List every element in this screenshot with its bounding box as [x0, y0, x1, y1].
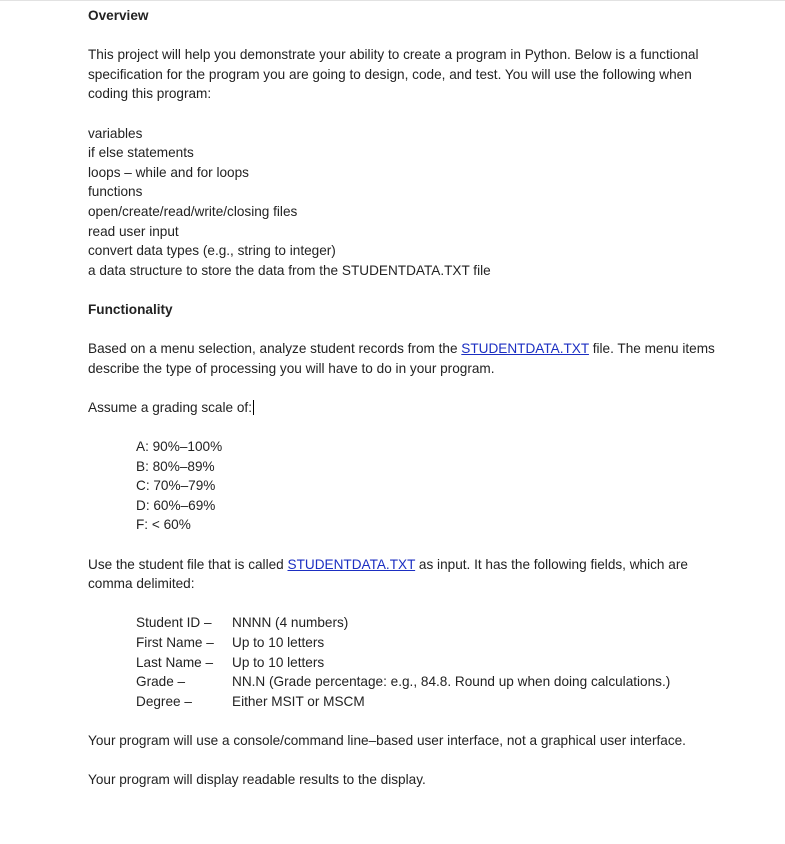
paragraph-text: file. The menu items describe the type of processing you will have to do in your program.: [88, 341, 715, 376]
studentdata-link[interactable]: STUDENTDATA.TXT: [461, 341, 589, 357]
field-description: NNNN (4 numbers): [232, 615, 349, 631]
list-item: loops – while and for loops: [88, 164, 249, 180]
field-name: Last Name –: [136, 654, 214, 670]
field-name: Student ID –: [136, 615, 212, 631]
input-file-paragraph: [88, 555, 728, 594]
field-name: Grade –: [136, 674, 186, 690]
grade-item: D: 60%–69%: [136, 497, 216, 513]
field-row: [136, 613, 728, 633]
field-description: Up to 10 letters: [232, 654, 325, 670]
grading-scale-label[interactable]: [88, 398, 728, 418]
field-name: Degree –: [136, 693, 192, 709]
grading-scale-text: Assume a grading scale of:: [88, 399, 252, 415]
field-list: [88, 613, 728, 711]
list-item: variables: [88, 125, 143, 141]
display-note-paragraph: Your program will display readable results to the display.: [88, 772, 426, 788]
paragraph-text: Use the student file that is called: [88, 556, 288, 572]
list-item: open/create/read/write/closing files: [88, 203, 298, 219]
list-item: read user input: [88, 223, 179, 239]
paragraph-text: Based on a menu selection, analyze student records from the: [88, 341, 462, 357]
field-name: First Name –: [136, 635, 214, 650]
overview-intro: This project will help you demonstrate your ability to create a program in Python. Below is a functional specification for the program you are going to design, code, and test. You will use the following when coding this program:: [88, 47, 699, 102]
grade-item: C: 70%–79%: [136, 478, 216, 494]
studentdata-link[interactable]: STUDENTDATA.TXT: [287, 556, 416, 572]
page-top-border: [0, 0, 785, 1]
field-row: [136, 672, 728, 692]
paragraph-text: as input. It has the following fields, which are comma delimited:: [88, 556, 688, 592]
concept-list: [88, 124, 728, 281]
list-item: a data structure to store the data from the STUDENTDATA.TXT file: [88, 262, 491, 278]
overview-heading: Overview: [88, 8, 149, 23]
field-row: [136, 692, 728, 712]
list-item: if else statements: [88, 145, 194, 161]
functionality-heading: Functionality: [88, 301, 173, 317]
grade-item: F: < 60%: [136, 517, 191, 533]
field-description: Up to 10 letters: [232, 635, 325, 650]
grade-item: A: 90%–100%: [136, 439, 223, 455]
field-description: NN.N (Grade percentage: e.g., 84.8. Round up when doing calculations.): [232, 674, 671, 690]
list-item: convert data types (e.g., string to integer): [88, 243, 336, 259]
grading-scale-list: [88, 437, 728, 535]
list-item: functions: [88, 184, 143, 200]
document-body: [88, 6, 728, 790]
field-row: [136, 653, 728, 673]
ui-note-paragraph: Your program will use a console/command line–based user interface, not a graphical user interface.: [88, 732, 686, 748]
field-row: [136, 633, 728, 653]
functionality-paragraph: [88, 339, 728, 378]
grade-item: B: 80%–89%: [136, 458, 215, 474]
field-description: Either MSIT or MSCM: [232, 693, 365, 709]
text-cursor: [253, 400, 254, 415]
